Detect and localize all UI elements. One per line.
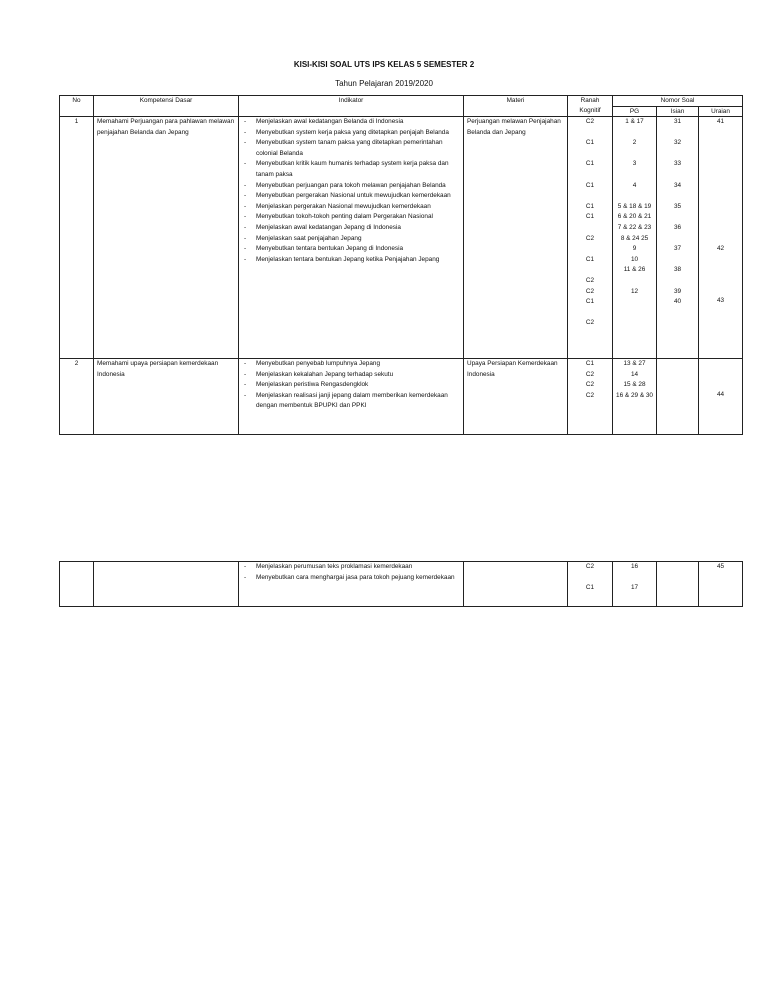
pg-cell [613,117,657,359]
indikator-item: - Menyebutkan system tanam paksa yang ditetapkan pemerintahan colonial Belanda [256,138,460,159]
indikator-item: - Menyebutkan pergerakan Nasional untuk mewujudkan kemerdekaan [256,191,460,202]
indikator-item: - Menjelaskan perumusan teks proklamasi kemerdekaan [256,562,460,573]
indikator-item: - Menyebutkan system kerja paksa yang ditetapkan penjajah Belanda [256,128,460,139]
ranah-value: C2 [585,381,595,389]
pg-value: 7 & 22 & 23 [617,223,652,231]
isian-cell [657,359,699,435]
pg-cell [613,562,657,607]
indikator-item: - Menyebutkan penyebab lumpuhnya Jepang [256,359,460,370]
pg-value: 8 & 24 25 [620,234,649,242]
uraian-cell [699,562,743,607]
ranah-value: C1 [585,255,595,263]
uraian-cell [699,117,743,359]
header-kompetensi-dasar: Kompetensi Dasar [94,96,239,117]
indikator-item: - Menyebutkan perjuangan para tokoh melawan penjajahan Belanda [256,181,460,192]
ranah-value: C2 [585,234,595,242]
pg-value: 16 & 29 & 30 [616,391,653,399]
kisi-kisi-table-continued [59,561,743,607]
table-row [60,359,743,435]
isian-value: 35 [673,202,682,210]
isian-value: 37 [673,245,682,253]
indikator-item: - Menjelaskan awal kedatangan Belanda di Indonesia [256,117,460,128]
pg-value: 16 [630,563,639,570]
header-row [60,96,743,107]
materi-cell: Upaya Persiapan Kemerdekaan Indonesia [464,359,568,435]
academic-year: Tahun Pelajaran 2019/2020 [335,79,433,88]
ranah-value: C2 [585,370,595,378]
indikator-item: - Menyebutkan kritik kaum humanis terhadap system kerja paksa dan tanam paksa [256,159,460,180]
indikator-item: - Menjelaskan kekalahan Jepang terhadap sekutu [256,370,460,381]
kisi-kisi-table [59,95,743,435]
ranah-value: C1 [585,160,595,168]
indikator-item: - Menyebutkan cara menghargai jasa para tokoh pejuang kemerdekaan [256,573,460,584]
isian-value: 40 [673,298,682,306]
indikator-item: - Menjelaskan awal kedatangan Jepang di Indonesia [256,223,460,234]
pg-value: 2 [632,139,637,147]
isian-value: 36 [673,223,682,231]
indikator-cell [239,359,464,435]
pg-value: 5 & 18 & 19 [617,202,652,210]
uraian-value: 42 [716,244,725,252]
isian-value: 39 [673,287,682,295]
ranah-value: C2 [585,563,595,570]
ranah-cell [568,117,613,359]
pg-value: 4 [632,181,637,189]
isian-value: 34 [673,181,682,189]
indikator-item: - Menjelaskan realisasi janji jepang dalam memberikan kemerdekaan dengan membentuk BPUPKI dan PPKI [256,391,460,412]
ranah-value: C2 [585,287,595,295]
pg-value: 6 & 20 & 21 [617,213,652,221]
indikator-item: - Menjelaskan saat penjajahan Jepang [256,234,460,245]
kompetensi-dasar-cell [94,562,239,607]
uraian-cell [699,359,743,435]
header-uraian: Uraian [699,106,743,117]
isian-cell [657,562,699,607]
ranah-cell [568,562,613,607]
ranah-value: C2 [585,319,595,327]
header-ranah-kognitif: Ranah Kognitif [568,96,613,117]
indikator-item: - Menyebutkan tokoh-tokoh penting dalam Pergerakan Nasional [256,212,460,223]
ranah-cell [568,359,613,435]
row-no [60,562,94,607]
ranah-value: C1 [585,298,595,306]
row-no: 2 [60,359,94,435]
isian-value: 38 [673,266,682,274]
indikator-cell [239,562,464,607]
isian-value: 33 [673,160,682,168]
header-no: No [60,96,94,117]
pg-value: 1 & 17 [625,118,644,125]
ranah-value: C2 [585,391,595,399]
pg-value: 9 [632,245,637,253]
materi-cell [464,562,568,607]
materi-cell: Perjuangan melawan Penjajahan Belanda dan Jepang [464,117,568,359]
ranah-value: C1 [585,584,595,592]
header-materi: Materi [464,96,568,117]
indikator-item: - Menjelaskan peristiwa Rengasdengklok [256,380,460,391]
uraian-value: 43 [716,297,725,305]
pg-value: 11 & 26 [623,266,646,274]
indikator-cell [239,117,464,359]
isian-value: 32 [673,139,682,147]
isian-value: 31 [673,118,682,125]
header-indikator: Indikator [239,96,464,117]
pg-value: 13 & 27 [623,360,646,367]
pg-value: 10 [630,255,639,263]
table-row [60,562,743,607]
row-no: 1 [60,117,94,359]
isian-cell [657,117,699,359]
ranah-value: C2 [585,276,595,284]
indikator-item: - Menyebutkan tentara bentukan Jepang di Indonesia [256,244,460,255]
header-nomor-soal: Nomor Soal [613,96,743,107]
pg-cell [613,359,657,435]
ranah-value: C1 [585,213,595,221]
indikator-item: - Menjelaskan pergerakan Nasional mewujudkan kemerdekaan [256,202,460,213]
ranah-value: C1 [585,360,595,367]
ranah-value: C1 [585,202,595,210]
document-title: KISI-KISI SOAL UTS IPS KELAS 5 SEMESTER 2 [293,60,475,69]
pg-value: 14 [630,370,639,378]
uraian-value: 45 [716,563,725,570]
kompetensi-dasar-cell: Memahami upaya persiapan kemerdekaan Indonesia [94,359,239,435]
kompetensi-dasar-cell: Memahami Perjuangan para pahlawan melawan penjajahan Belanda dan Jepang [94,117,239,359]
header-isian: Isian [657,106,699,117]
table-row [60,117,743,359]
header-pg: PG [613,106,657,117]
pg-value: 15 & 28 [623,381,646,389]
pg-value: 12 [630,287,639,295]
uraian-value: 44 [716,391,725,398]
ranah-value: C1 [585,181,595,189]
pg-value: 3 [632,160,637,168]
pg-value: 17 [630,584,639,592]
ranah-value: C1 [585,139,595,147]
uraian-value: 41 [716,118,725,125]
indikator-item: - Menjelaskan tentara bentukan Jepang ketika Penjajahan Jepang [256,255,460,266]
ranah-value: C2 [585,118,595,125]
